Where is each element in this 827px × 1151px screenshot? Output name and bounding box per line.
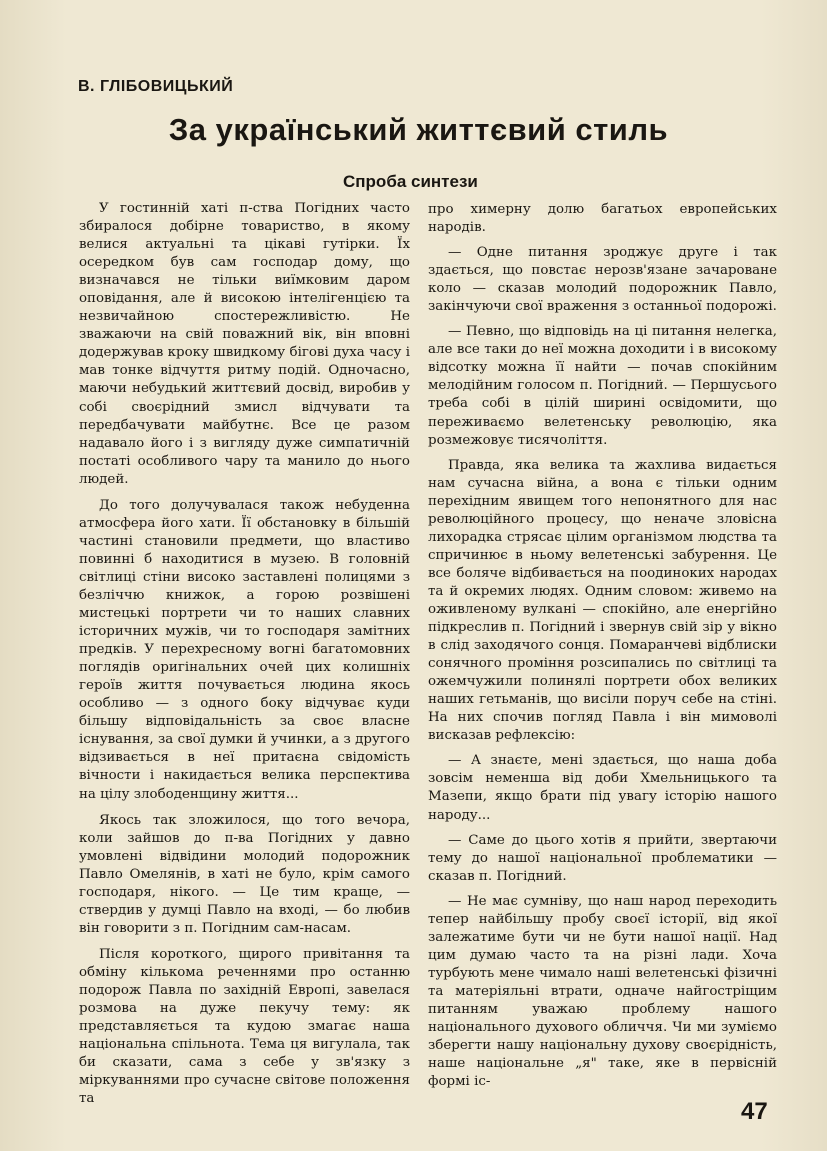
- paragraph: про химерну долю багатьох европейських народів.: [428, 202, 777, 236]
- page-number: 47: [741, 1098, 768, 1125]
- paragraph: — А знаєте, мені здається, що наша доба зовсім неменша від доби Хмельницького та Мазепи, якщо брати під увагу історію нашого народу...: [428, 753, 777, 823]
- paragraph: До того долучувалася також небуденна атмосфера його хати. Її обстановку в більшій частині становили предмети, що властиво повинні б находитися в музею. В головній світлиці стіни високо заставлені полицями з безліччю книжок, а горою розвішені мистецькі портрети чи то наших славних історичних мужів, чи то господаря замітних предків. У перехресному вогні багатомовних поглядів оригінальних очей цих колишніх героїв життя почувається людина якось особливо — з одного боку відчуває куди більшу відповідальність за своє власне існування, за свої думки й учинки, а з другого відзивається в неї притаєна свідомість вічности і накидається велика перспектива на цілу злободенщину життя...: [79, 497, 410, 802]
- article-subtitle: Спроба синтези: [343, 172, 478, 191]
- paragraph: — Одне питання зроджує друге і так здається, що повстає нерозв'язане зачароване коло — сказав молодий подорожник Павло, закінчуючи свої враження з останньої подорожі.: [428, 245, 777, 315]
- paragraph: Якось так зложилося, що того вечора, коли зайшов до п-ва Погідних у давно умовлені відвідини молодий подорожник Павло Омелянів, в хаті не було, крім самого господаря, нікого. — Це тим краще, — ствердив у думці Павло на вході, — бо любив він говорити з п. Погідним сам-насам.: [79, 812, 410, 936]
- paragraph: Правда, яка велика та жахлива видається нам сучасна війна, а вона є тільки одним перехідним явищем того непонятного для нас революційного процесу, що неначе зловісна лихорадка стрясає цілим організмом людства та спричинює в ньому велетенські забурення. Це все боляче відбивається на поодиноких народах та й окремих людях. Одним словом: живемо на оживленому вулкані — спокійно, але енергійно підкреслив п. Погідний і звернув свій зір у вікно в слід заходячого сонця. Помаранчеві відблиски сонячного проміння розсипались по світлиці та ожемчужили полинялі портрети обох великих наших гетьманів, що висіли поруч себе на стіні. На них спочив погляд Павла і він мимоволі висказав рефлексію:: [428, 457, 777, 744]
- right-column: [428, 201, 777, 1098]
- author-name: В. ГЛІБОВИЦЬКИЙ: [78, 78, 234, 95]
- paragraph: — Не має сумніву, що наш народ переходить тепер найбільшу пробу своєї історії, від якої залежатиме бути чи не бути нашої нації. Над цим думаю часто та на різні лади. Хоча турбують мене чимало наші велетенські фізичні та матеріяльні втрати, одначе найгостріщим питанням уважаю проблему нашого національного духового обличчя. Чи ми зуміємо зберегти нашу національну духову своєрідність, наше національне „я" таке, яке в первісній формі іс-: [428, 893, 777, 1090]
- left-column: [79, 200, 410, 1116]
- paragraph: У гостинній хаті п-ства Погідних часто збиралося добірне товариство, в якому велися актуальні та цікаві гутірки. Їх осередком був сам господар дому, що визначався не тільки виїмковим даром оповідання, але й високою інтелігенцією та незвичайною спостережливістю. Не зважаючи на свій поважний вік, він вповні додержував кроку швидкому бігові духа часу і мав тонке відчуття ритму подій. Одночасно, маючи небудький життєвий досвід, виробив у собі своєрідний змисл відчувати та передбачувати майбутнє. Все це разом надавало його і з вигляду дуже симпатичній постаті особливого чару та манило до нього людей.: [79, 201, 410, 487]
- paragraph: — Саме до цього хотів я прийти, звертаючи тему до нашої національної проблематики — сказав п. Погідний.: [428, 832, 777, 884]
- paragraph: — Певно, що відповідь на ці питання нелегка, але все таки до неї можна доходити і в високому відсотку можна її найти — почав спокійним мелодійним голосом п. Погідний. — Першусього треба собі в цілій ширині освідомити, що переживаємо велетенську революцію, яка розмежовує тисячоліття.: [428, 324, 777, 448]
- paragraph: Після короткого, щирого привітання та обміну кількома реченнями про останню подорож Павла по західній Европі, завелася розмова на дуже пекучу тему: як представляється та кудою змагає наша національна спільнота. Тема ця вигулала, так би сказати, сама з себе у зв'язку з міркуваннями про сучасне світове положення та: [79, 946, 410, 1107]
- article-title: За український життєвий стиль: [168, 112, 669, 147]
